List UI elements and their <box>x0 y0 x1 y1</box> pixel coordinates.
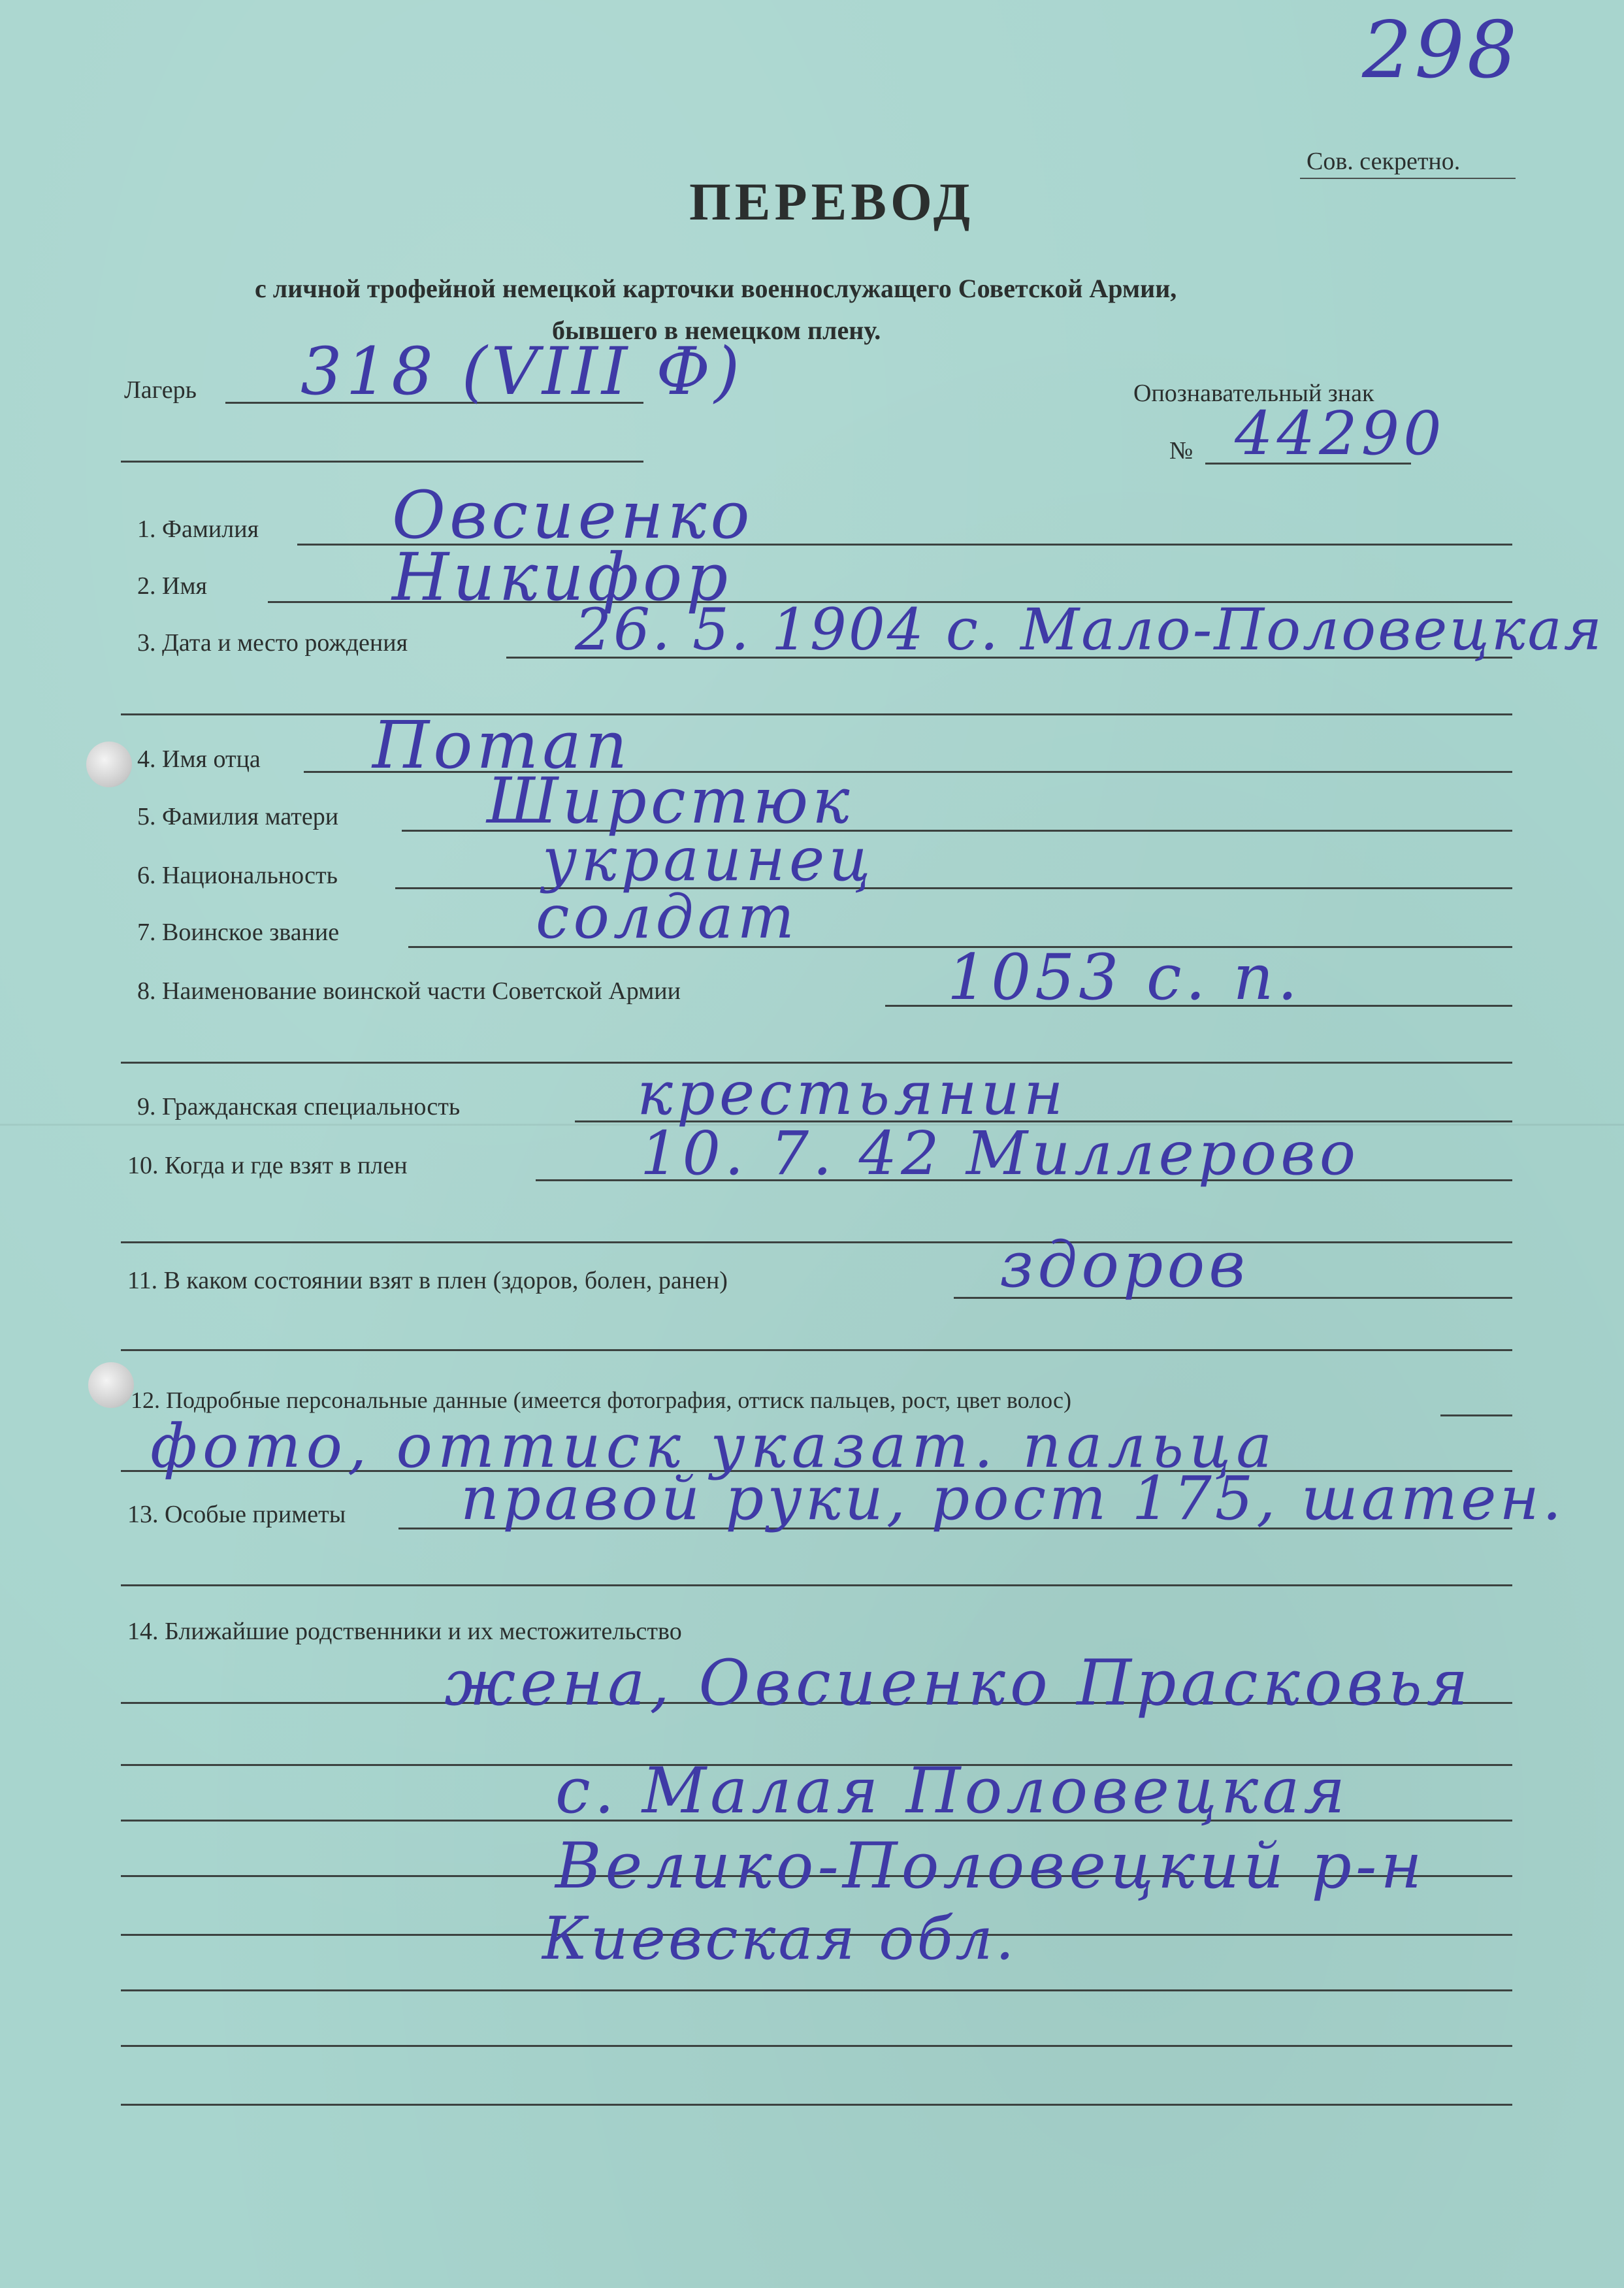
field-marks-label: 13. Особые приметы <box>127 1501 346 1528</box>
field-personal-value: фото, оттиск указат. пальца <box>150 1411 1278 1481</box>
field-profession-value: крестьянин <box>637 1058 1067 1128</box>
field-birth-label: 3. Дата и место рождения <box>137 629 408 657</box>
field-personal-label: 12. Подробные персональные данные (имеется фотография, оттиск пальцев, рост, цвет волос) <box>131 1387 1071 1413</box>
field-capture-label: 10. Когда и где взят в плен <box>127 1152 408 1179</box>
field-surname-label: 1. Фамилия <box>137 515 259 543</box>
field-father-value: Потап <box>372 707 632 783</box>
field-condition-label: 11. В каком состоянии взят в плен (здоров, болен, ранен) <box>127 1267 728 1294</box>
camp-line-2 <box>121 461 643 463</box>
classification-underline <box>1300 178 1516 179</box>
field-profession-label: 9. Гражданская специальность <box>137 1093 461 1120</box>
field-condition-value: здоров <box>999 1228 1250 1301</box>
id-tag-number-sign: № <box>1169 437 1194 465</box>
camp-value: 318 (VIII Ф) <box>300 333 744 410</box>
field-unit-label: 8. Наименование воинской части Советской Армии <box>137 977 681 1005</box>
field-nationality-value: украинец <box>542 825 875 894</box>
punch-hole-bottom <box>88 1362 134 1408</box>
subtitle-line-2: бывшего в немецком плену. <box>552 316 881 345</box>
field-name-label: 2. Имя <box>137 572 207 600</box>
page-number: 298 <box>1362 5 1520 96</box>
field-capture-value: 10. 7. 42 Миллерово <box>640 1119 1360 1188</box>
field-relatives-line-6 <box>121 1989 1512 1991</box>
field-birth-value: 26. 5. 1904 с. Мало-Половецкая <box>575 596 1604 663</box>
field-relatives-value: жена, Овсиенко Прасковья <box>444 1646 1473 1720</box>
field-surname-value: Овсиенко <box>392 477 754 553</box>
field-relatives-label: 14. Ближайшие родственники и их местожительство <box>127 1618 682 1645</box>
address-line-2: Велико-Половецкий р-н <box>555 1829 1426 1903</box>
field-mother-label: 5. Фамилия матери <box>137 803 339 830</box>
field-father-label: 4. Имя отца <box>137 745 261 773</box>
id-tag-label: Опознавательный знак <box>1133 380 1374 407</box>
field-birth-line-2 <box>121 713 1512 715</box>
field-personal-line <box>1440 1414 1512 1416</box>
punch-hole-top <box>86 742 132 787</box>
subtitle-line-1: с личной трофейной немецкой карточки военнослужащего Советской Армии, <box>255 274 1177 303</box>
field-relatives-line-7 <box>121 2045 1512 2047</box>
address-line-1: с. Малая Половецкая <box>555 1754 1349 1827</box>
field-marks-line-2 <box>121 1584 1512 1586</box>
field-unit-value: 1053 с. п. <box>947 941 1301 1014</box>
field-name-value: Никифор <box>392 539 732 615</box>
camp-label: Лагерь <box>124 376 197 404</box>
field-nationality-label: 6. Национальность <box>137 862 338 889</box>
address-line-3: Киевская обл. <box>542 1904 1017 1973</box>
field-relatives-line-8 <box>121 2104 1512 2106</box>
classification-stamp: Сов. секретно. <box>1307 148 1461 175</box>
field-rank-label: 7. Воинское звание <box>137 919 340 946</box>
field-mother-value: Ширстюк <box>487 764 854 838</box>
field-capture-line-2 <box>121 1241 1512 1243</box>
field-condition-line-2 <box>121 1349 1512 1351</box>
field-rank-value: солдат <box>536 882 798 952</box>
id-tag-value: 44290 <box>1235 399 1446 468</box>
document-title: ПЕРЕВОД <box>689 172 975 231</box>
field-marks-value: правой руки, рост 175, шатен. <box>461 1463 1565 1533</box>
